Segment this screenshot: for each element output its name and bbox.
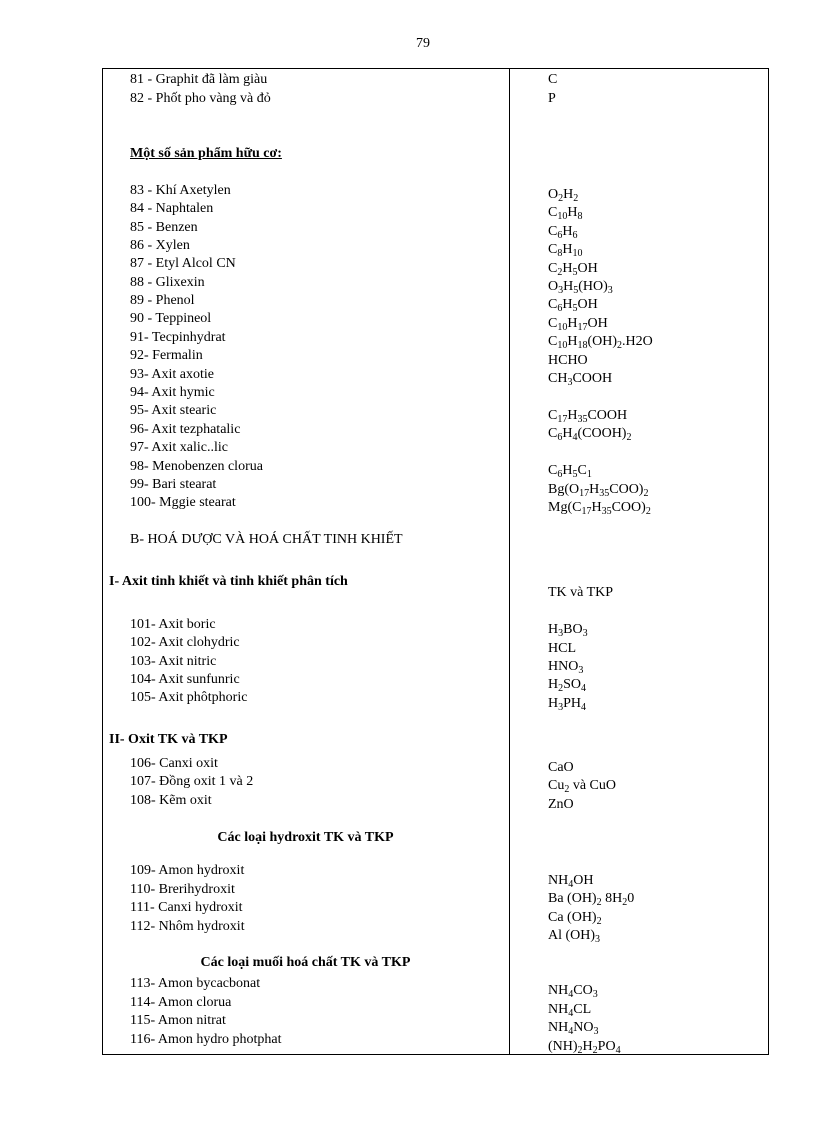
formula-subscript: 6 [557,469,563,480]
item-98-formula [548,463,592,479]
item-86-name: 86 - Xylen [130,238,190,253]
item-112-name: 112- Nhôm hydroxit [130,919,245,934]
formula-part: H [562,426,573,441]
column-divider [509,68,510,1055]
item-103-name: 103- Axit nitric [130,654,217,669]
item-114-formula [548,1002,591,1018]
formula-part: Bg(O [548,482,580,497]
formula-subscript: 35 [599,488,610,499]
formula-part: NH [548,1020,569,1035]
formula-part: H [562,242,573,257]
item-116-name: 116- Amon hydro photphat [130,1032,282,1047]
formula-subscript: 6 [557,230,563,241]
item-90-formula [548,316,608,332]
item-110-name: 110- Brerihydroxit [130,882,235,897]
item-87-name: 87 - Etyl Alcol CN [130,256,236,271]
formula-part: C [548,297,558,312]
formula-subscript: 3 [558,702,564,713]
item-94-name: 94- Axit hymic [130,385,215,400]
formula-subscript: 3 [595,934,601,945]
item-111-formula [548,910,602,926]
item-98-name: 98- Menobenzen clorua [130,459,263,474]
heading-muoi: Các loại muối hoá chất TK và TKP [200,955,411,970]
formula-part: H [562,463,573,478]
formula-subscript: 17 [557,414,568,425]
formula-part: C [548,224,558,239]
formula-subscript: 2 [557,267,563,278]
formula-part: C [548,408,558,423]
formula-part: (HO) [578,279,608,294]
item-105-formula [548,696,586,712]
section-ii-heading: II- Oxit TK và TKP [109,732,228,747]
formula-subscript: 10 [557,211,568,222]
formula-part: và CuO [569,778,617,793]
item-96-formula [548,426,631,442]
formula-subscript: 8 [557,248,563,259]
formula-part: COOH [587,408,628,423]
formula-part: NH [548,983,569,998]
item-82-name: 82 - Phốt pho vàng và đỏ [130,91,271,106]
formula-subscript: 3 [578,665,584,676]
formula-part: H [563,187,574,202]
item-89-formula [548,297,598,313]
formula-part: .H2O [622,334,653,349]
item-85-name: 85 - Benzen [130,220,198,235]
formula-subscript: 2 [558,683,564,694]
formula-subscript: 2 [617,340,623,351]
formula-part: H [567,334,578,349]
formula-subscript: 35 [601,506,612,517]
formula-subscript: 4 [572,432,578,443]
formula-part: CO [573,983,593,998]
formula-part: C [577,463,587,478]
section-i-heading: I- Axit tinh khiết và tinh khiết phân tích [109,574,348,589]
formula-subscript: 8 [577,211,583,222]
formula-part: NH [548,873,569,888]
item-89-name: 89 - Phenol [130,293,195,308]
formula-subscript: 3 [592,989,598,1000]
item-113-formula [548,983,598,999]
formula-part: OH [577,297,598,312]
item-88-formula [548,279,613,295]
formula-subscript: 2 [564,784,570,795]
item-103-formula [548,659,583,675]
formula-part: 8H [601,891,623,906]
formula-subscript: 3 [567,377,573,388]
formula-part: C [548,261,558,276]
item-95-name: 95- Axit stearic [130,403,217,418]
formula-part: H [567,205,578,220]
item-104-name: 104- Axit sunfunric [130,672,240,687]
formula-part: 0 [627,891,635,906]
item-108-name: 108- Kẽm oxit [130,793,212,808]
item-102-formula: HCL [548,641,576,656]
item-105-name: 105- Axit phôtphoric [130,690,248,705]
formula-subscript: 4 [581,683,587,694]
formula-part: O [548,279,559,294]
formula-part: PH [563,696,582,711]
formula-subscript: 6 [557,303,563,314]
formula-part: HNO [548,659,579,674]
item-113-name: 113- Amon bycacbonat [130,976,261,991]
formula-part: SO [563,677,582,692]
formula-subscript: 2 [626,432,632,443]
formula-part: H [567,408,578,423]
formula-part: NH [548,1002,569,1017]
item-99-formula [548,482,648,498]
formula-subscript: 5 [572,303,578,314]
tk-tkp-label: TK và TKP [548,585,614,600]
formula-subscript: 3 [558,628,564,639]
formula-part: C [548,205,558,220]
formula-part: H [567,316,578,331]
formula-part: H [582,1039,593,1054]
formula-subscript: 3 [582,628,588,639]
item-88-name: 88 - Glixexin [130,275,205,290]
item-84-name: 84 - Naphtalen [130,201,214,216]
formula-subscript: 3 [558,285,564,296]
formula-subscript: 1 [586,469,592,480]
item-97-name: 97- Axit xalic..lic [130,440,228,455]
formula-subscript: 2 [596,897,602,908]
formula-subscript: 3 [593,1026,599,1037]
formula-part: OH [577,261,598,276]
item-92-formula: HCHO [548,353,588,368]
item-83-name: 83 - Khí Axetylen [130,183,231,198]
item-95-formula [548,408,627,424]
formula-subscript: 2 [577,1045,583,1056]
item-91-name: 91- Tecpinhydrat [130,330,226,345]
formula-part: H [548,677,559,692]
item-106-formula: CaO [548,760,574,775]
formula-subscript: 4 [568,1008,574,1019]
formula-part: H [589,482,600,497]
formula-subscript: 4 [615,1045,621,1056]
item-84-formula [548,205,582,221]
formula-part: O [548,187,559,202]
formula-part: PO [597,1039,616,1054]
item-90-name: 90 - Teppineol [130,311,212,326]
formula-subscript: 10 [572,248,583,259]
formula-subscript: 2 [645,506,651,517]
item-107-formula [548,778,616,794]
formula-part: C [548,242,558,257]
formula-subscript: 3 [607,285,613,296]
formula-part: H [562,261,573,276]
item-108-formula: ZnO [548,797,574,812]
formula-part: H [563,279,574,294]
formula-part: BO [563,622,583,637]
formula-subscript: 5 [572,469,578,480]
formula-part: Mg(C [548,500,582,515]
formula-part: H [548,622,559,637]
formula-part: H [548,696,559,711]
formula-part: CL [573,1002,592,1017]
formula-subscript: 18 [577,340,588,351]
item-111-name: 111- Canxi hydroxit [130,900,243,915]
formula-subscript: 5 [573,285,579,296]
item-102-name: 102- Axit clohydric [130,635,240,650]
item-100-formula [548,500,651,516]
formula-part: NO [573,1020,594,1035]
formula-subscript: 10 [557,340,568,351]
formula-part: C [548,463,558,478]
item-91-formula [548,334,653,350]
item-93-name: 93- Axit axotie [130,367,214,382]
formula-subscript: 2 [622,897,628,908]
item-115-formula [548,1020,598,1036]
item-107-name: 107- Đồng oxit 1 và 2 [130,774,254,789]
formula-subscript: 4 [568,879,574,890]
formula-subscript: 5 [572,267,578,278]
section-b-heading: B- HOÁ DƯỢC VÀ HOÁ CHẤT TINH KHIẾT [130,532,403,547]
item-114-name: 114- Amon clorua [130,995,232,1010]
item-110-formula [548,891,634,907]
formula-part: (OH) [587,334,618,349]
item-81-formula: C [548,72,558,87]
item-81-name: 81 - Graphit đã làm giàu [130,72,268,87]
item-93-formula [548,371,612,387]
item-85-formula [548,224,577,240]
item-101-formula [548,622,588,638]
formula-subscript: 6 [572,230,578,241]
formula-part: OH [587,316,608,331]
formula-subscript: 4 [581,702,587,713]
formula-part: COO) [611,500,646,515]
item-109-name: 109- Amon hydroxit [130,863,245,878]
heading-hydroxit: Các loại hydroxit TK và TKP [217,830,394,845]
item-101-name: 101- Axit boric [130,617,216,632]
formula-subscript: 2 [558,193,564,204]
formula-part: C [548,316,558,331]
formula-subscript: 6 [557,432,563,443]
formula-subscript: 2 [643,488,649,499]
formula-subscript: 35 [577,414,588,425]
formula-part: (NH) [548,1039,578,1054]
item-109-formula [548,873,593,889]
heading-organic-products: Một số sản phẩm hữu cơ: [130,146,282,161]
formula-part: C [548,334,558,349]
formula-subscript: 2 [596,916,602,927]
item-115-name: 115- Amon nitrat [130,1013,226,1028]
formula-subscript: 10 [557,322,568,333]
item-83-formula [548,187,578,203]
formula-part: H [591,500,602,515]
item-112-formula [548,928,600,944]
formula-part: (COOH) [577,426,627,441]
item-82-formula: P [548,91,556,106]
item-99-name: 99- Bari stearat [130,477,217,492]
formula-part: H [562,224,573,239]
formula-part: Cu [548,778,565,793]
item-86-formula [548,242,582,258]
formula-part: OH [573,873,594,888]
formula-subscript: 17 [579,488,590,499]
item-92-name: 92- Fermalin [130,348,203,363]
formula-part: Al (OH) [548,928,596,943]
formula-part: COOH [572,371,613,386]
formula-subscript: 17 [581,506,592,517]
item-116-formula [548,1039,621,1055]
formula-subscript: 4 [568,1026,574,1037]
formula-part: Ba (OH) [548,891,597,906]
formula-part: H [562,297,573,312]
formula-subscript: 17 [577,322,588,333]
item-87-formula [548,261,598,277]
item-104-formula [548,677,586,693]
formula-part: Ca (OH) [548,910,597,925]
formula-subscript: 2 [592,1045,598,1056]
item-100-name: 100- Mggie stearat [130,495,236,510]
formula-subscript: 4 [568,989,574,1000]
item-96-name: 96- Axit tezphatalic [130,422,241,437]
formula-part: CH [548,371,568,386]
formula-part: C [548,426,558,441]
formula-part: COO) [609,482,644,497]
formula-subscript: 2 [573,193,579,204]
item-106-name: 106- Canxi oxit [130,756,218,771]
page-number: 79 [416,36,430,51]
